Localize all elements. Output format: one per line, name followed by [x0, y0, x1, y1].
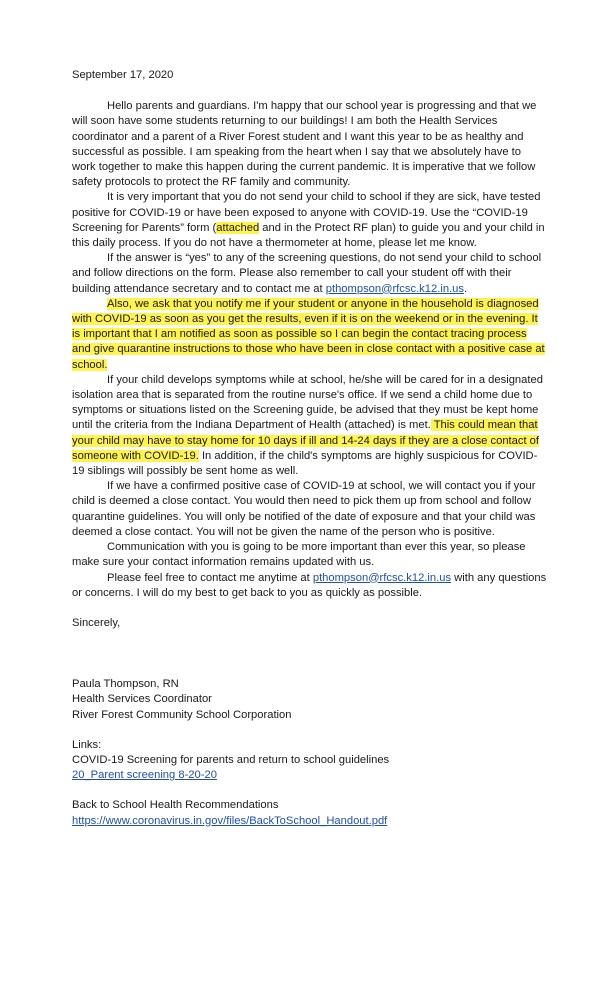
text-span: with any questions or concerns. I will do my best to get back to you as quickly as possible. — [72, 571, 547, 599]
paragraph-notify — [72, 297, 547, 373]
link2-description: Back to School Health Recommendations — [72, 799, 279, 812]
email-link[interactable]: pthompson@rfcsc.k12.in.us — [312, 571, 452, 584]
signature-title: Health Services Coordinator — [72, 693, 212, 706]
signature-name: Paula Thompson, RN — [72, 678, 179, 691]
closing: Sincerely, — [72, 616, 121, 629]
spacer — [72, 783, 547, 798]
signature-space — [72, 631, 547, 677]
text-span: . — [463, 282, 468, 295]
paragraph-yes-answer — [72, 251, 547, 297]
paragraph-greeting: Hello parents and guardians. I'm happy that our school year is progressing and that we will soon have some students returning to our buildings! I am both the Health Services coordinator and a parent of a River Forest student and I want this year to be as healthy and successful as possible. I am speaking from the heart when I say that we absolutely have to work together to make this happen during the current pandemic. It is imperative that we follow safety protocols to protect the RF family and community. — [72, 100, 537, 189]
text-span: In addition, if the child's symptoms are highly suspicious for COVID-19 siblings will possibly be sent home as well. — [72, 449, 538, 478]
paragraph-symptoms — [72, 373, 547, 479]
text-span: and in the Protect RF plan) to guide you and your child in this daily process. If you do not have a thermometer at home, please let me know. — [72, 221, 545, 250]
paragraph-contact — [72, 571, 547, 601]
handout-link[interactable]: https://www.coronavirus.in.gov/files/BackToSchool_Handout.pdf — [72, 814, 388, 827]
links-label: Links: — [72, 738, 102, 751]
signature-org: River Forest Community School Corporation — [72, 708, 292, 721]
text-span: If the answer is “yes” to any of the screening questions, do not send your child to school and follow directions on the form. Please also remember to call your student off with their building attendance secretary and to contact me at — [72, 252, 542, 295]
spacer — [72, 723, 547, 738]
text-span: If your child develops symptoms while at school, he/she will be cared for in a designated isolation area that is separated from the routine nurse's office. If we send a child home due to symptoms or situations listed on the Screening guide, be advised that they must be kept home until the criteria from the Indiana Department of Health (attached) is met. — [72, 373, 543, 432]
link1-description: COVID-19 Screening for parents and return to school guidelines — [72, 753, 390, 766]
highlight-quarantine: This could mean that your child may have to stay home for 10 days if ill and 14-24 days if they are a close contact of someone with COVID-19. — [72, 419, 540, 462]
spacer — [72, 601, 547, 616]
highlight-attached: attached — [216, 221, 260, 234]
paragraph-positive-case: If we have a confirmed positive case of COVID-19 at school, we will contact you if your child is deemed a close contact. You would then need to pick them up from school and follow quarantine guidelines. You will only be notified of the date of exposure and that your child was deemed a close contact. You will not be given the name of the person who is positive. — [72, 480, 536, 538]
email-link[interactable]: pthompson@rfcsc.k12.in.us — [325, 282, 464, 295]
text-span: It is very important that you do not send your child to school if they are sick, have tested positive for COVID-19 or have been exposed to anyone with COVID-19. Use the “COVID-19 Screening for Parents” form ( — [72, 191, 541, 234]
paragraph-communication: Communication with you is going to be more important than ever this year, so please make sure your contact information remains updated with us. — [72, 541, 526, 569]
text-span: Please feel free to contact me anytime at — [107, 571, 313, 584]
parent-screening-link[interactable]: 20_Parent screening 8-20-20 — [72, 769, 217, 782]
paragraph-screening — [72, 190, 547, 251]
highlight-notify: Also, we ask that you notify me if your student or anyone in the household is diagnosed with COVID-19 as soon as you get the results, even if it is on the weekend or in the evening. It is important that I am notified as soon as possible so I can begin the contact tracing process and give quarantine instructions to those who have been in close contact with a positive case at school. — [72, 297, 545, 371]
letter-date: September 17, 2020 — [72, 69, 174, 81]
